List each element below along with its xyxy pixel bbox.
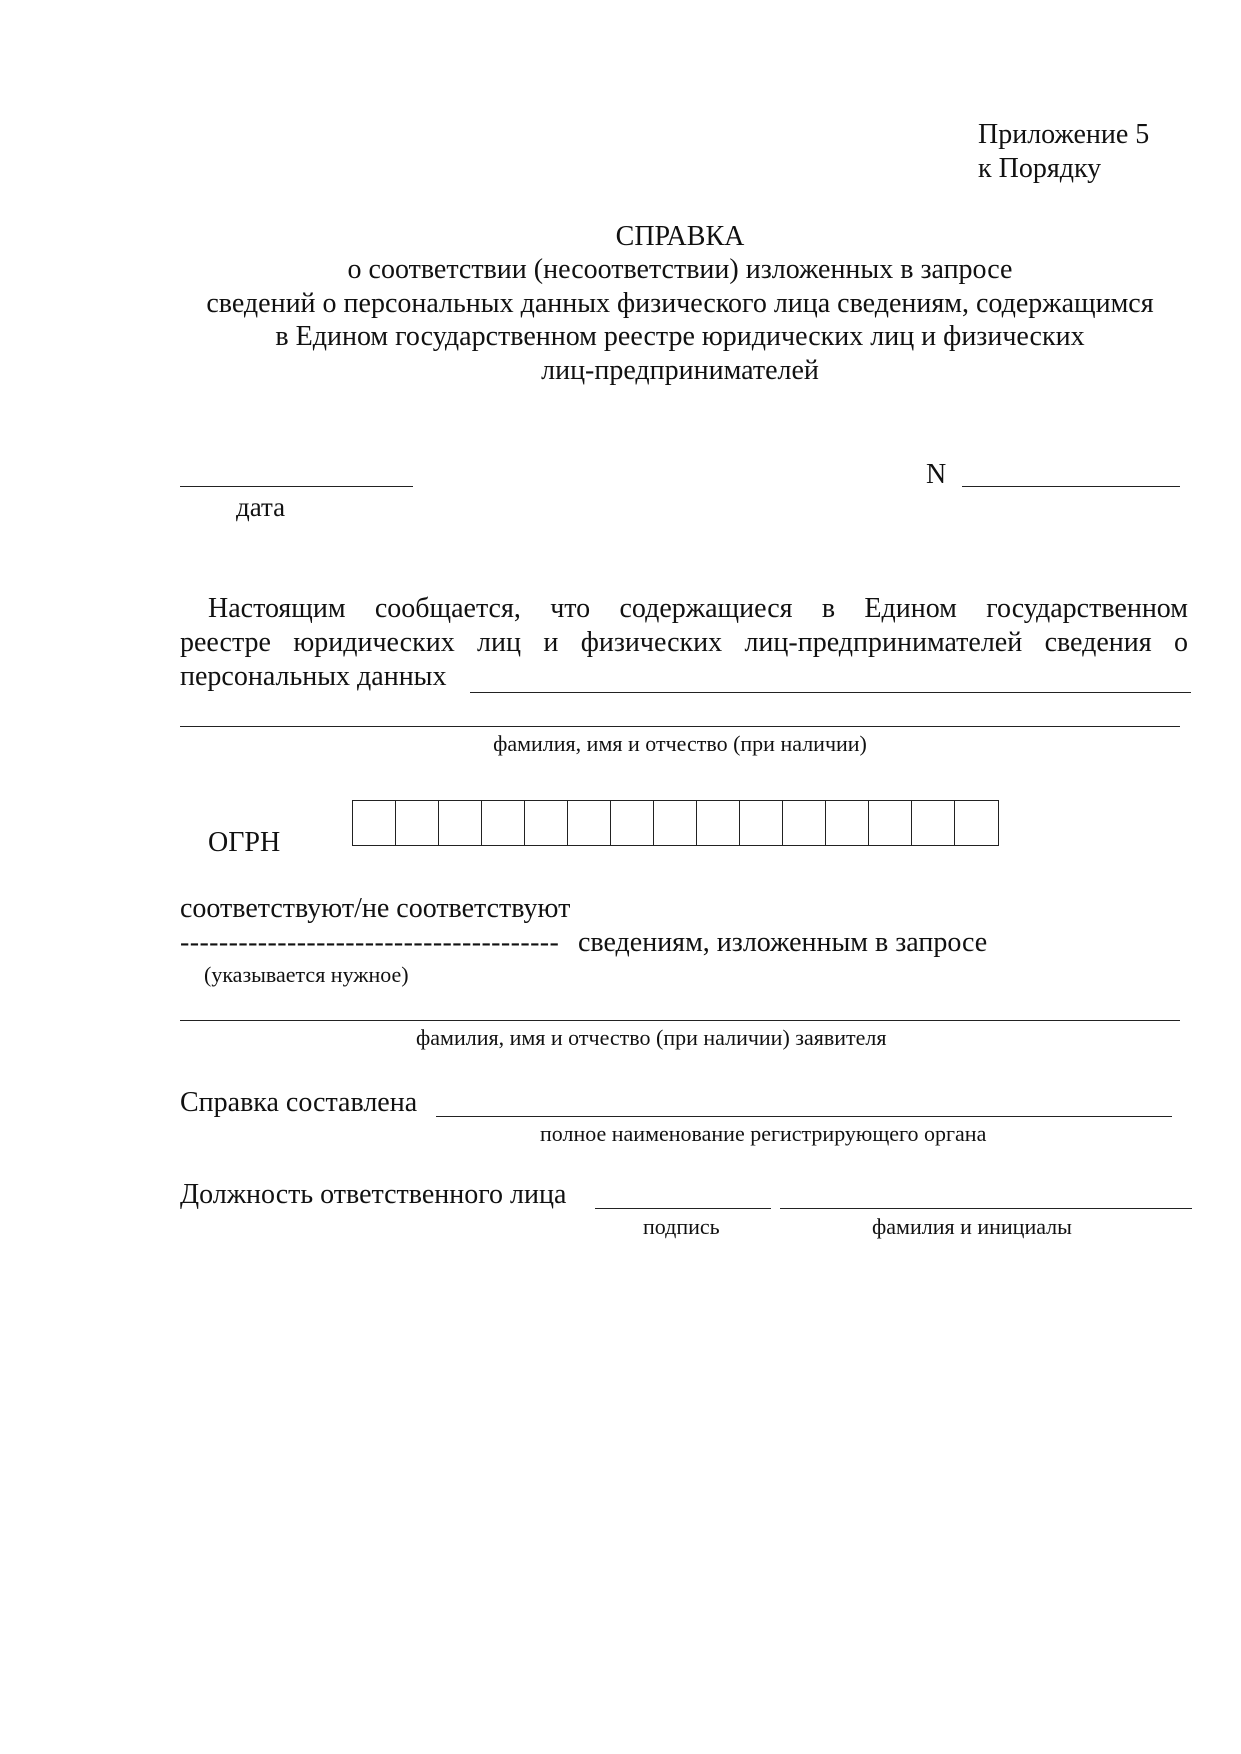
conformity-options: соответствуют/не соответствуют [180, 893, 571, 924]
applicant-caption: фамилия, имя и отчество (при наличии) заявителя [416, 1025, 887, 1050]
conformity-hint: (указывается нужное) [204, 962, 409, 987]
ogrn-cell[interactable] [740, 801, 783, 845]
title-subline-4: лиц-предпринимателей [541, 355, 819, 386]
appendix-line-1: Приложение 5 [978, 119, 1150, 150]
official-position-label: Должность ответственного лица [180, 1179, 567, 1210]
applicant-name-field[interactable] [180, 1020, 1180, 1021]
ogrn-cell[interactable] [353, 801, 396, 845]
title-subline-1: о соответствии (несоответствии) изложенных в запросе [347, 254, 1013, 285]
compiled-by-label: Справка составлена [180, 1087, 418, 1118]
ogrn-cell[interactable] [826, 801, 869, 845]
appendix-line-2: к Порядку [978, 153, 1102, 184]
ogrn-cell[interactable] [783, 801, 826, 845]
ogrn-cell[interactable] [439, 801, 482, 845]
ogrn-cell[interactable] [955, 801, 998, 845]
signature-caption: подпись [643, 1214, 720, 1239]
statement-line-1: Настоящим сообщается, что содержащиеся в Едином государственном [208, 593, 1188, 624]
number-field[interactable] [962, 486, 1180, 487]
ogrn-cell[interactable] [869, 801, 912, 845]
registering-authority-field[interactable] [436, 1116, 1172, 1117]
ogrn-input-grid[interactable] [352, 800, 999, 846]
ogrn-cell[interactable] [396, 801, 439, 845]
ogrn-cell[interactable] [482, 801, 525, 845]
date-field[interactable] [180, 486, 413, 487]
document-title: СПРАВКА [615, 221, 745, 252]
statement-line-3: персональных данных [180, 661, 447, 692]
official-name-field[interactable] [780, 1208, 1192, 1209]
person-name-field[interactable] [180, 726, 1180, 727]
title-subline-3: в Едином государственном реестре юридических лиц и физических [275, 321, 1085, 352]
ogrn-cell[interactable] [697, 801, 740, 845]
ogrn-cell[interactable] [654, 801, 697, 845]
personal-data-field[interactable] [470, 692, 1191, 693]
conformity-dashes[interactable]: --------------------------------------- [180, 927, 560, 958]
conformity-tail: сведениям, изложенным в запросе [578, 927, 988, 958]
title-subline-2: сведений о персональных данных физического лица сведениям, содержащимся [206, 288, 1154, 319]
ogrn-cell[interactable] [912, 801, 955, 845]
compiled-by-caption: полное наименование регистрирующего органа [540, 1121, 987, 1146]
statement-line-2: реестре юридических лиц и физических лиц-предпринимателей сведения о [180, 627, 1188, 658]
signature-field[interactable] [595, 1208, 771, 1209]
official-name-caption: фамилия и инициалы [872, 1214, 1072, 1239]
ogrn-cell[interactable] [568, 801, 611, 845]
ogrn-label: ОГРН [208, 827, 281, 858]
person-name-caption: фамилия, имя и отчество (при наличии) [493, 731, 867, 756]
ogrn-cell[interactable] [525, 801, 568, 845]
number-label: N [926, 459, 947, 490]
ogrn-cell[interactable] [611, 801, 654, 845]
statement-paragraph [180, 592, 1188, 660]
date-caption: дата [236, 492, 286, 522]
